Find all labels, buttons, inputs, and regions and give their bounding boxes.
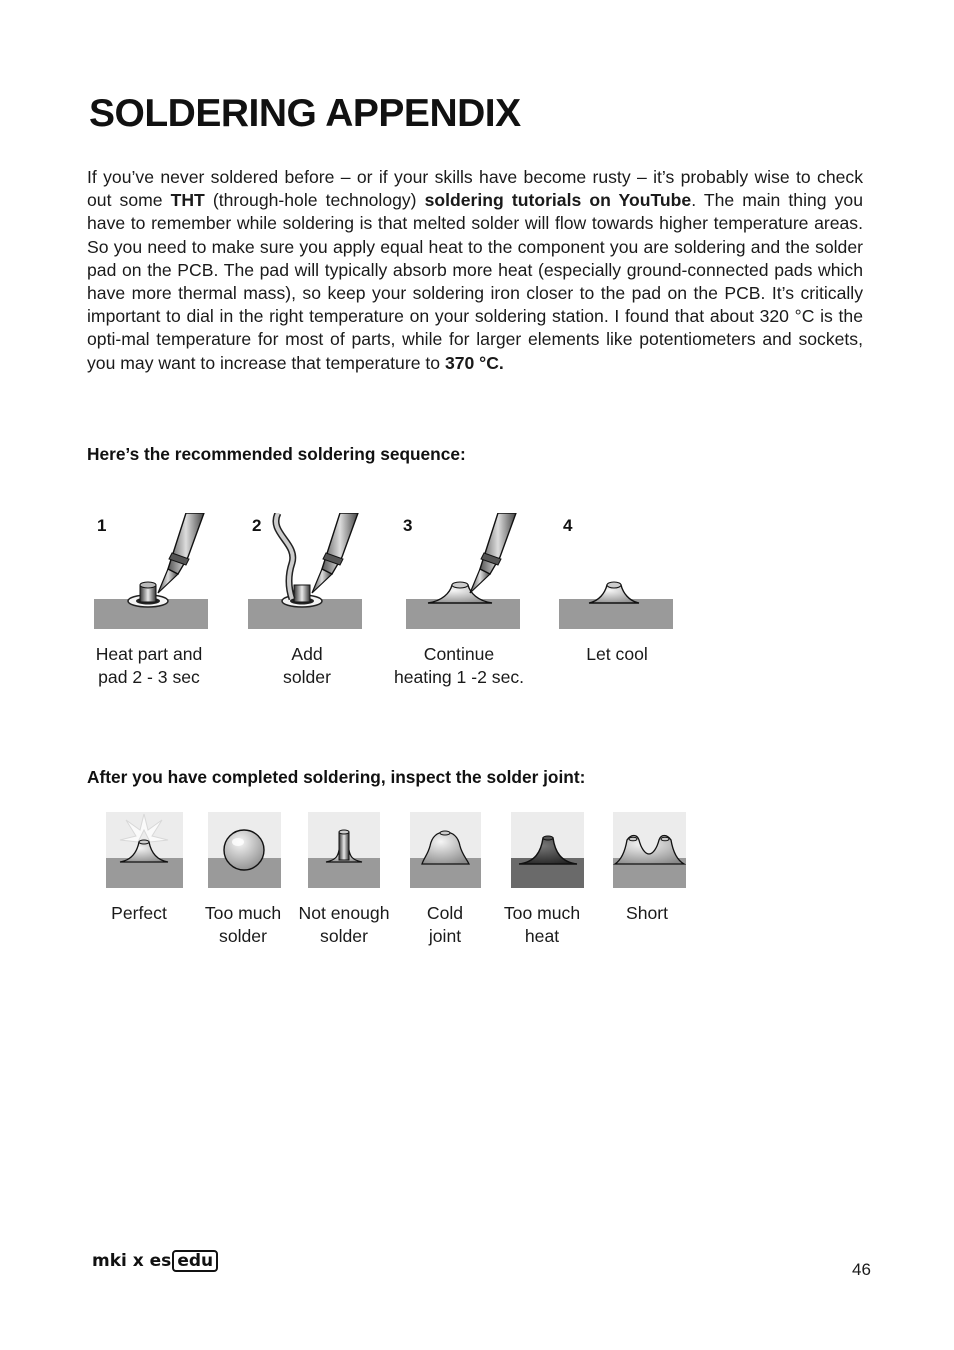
intro-text-2: (through-hole technology) [204,190,425,211]
not-enough-solder-illustration [308,812,380,888]
page-number: 46 [852,1260,871,1279]
cold-joint-illustration [410,812,481,888]
step-3-illustration [406,513,520,629]
intro-text-1: If you’ve never soldered before – or if your skills have become rusty – it’s probably wise to check out some [87,167,863,211]
step-2-illustration [248,513,362,629]
intro-text-3: . The main thing you have to remember while soldering is that melted solder will flow towards higher temperature areas. So you need to make sure you apply equal heat to the component you are soldering and the solder pad on the PCB. The pad will typically absorb more heat (especially ground-connected pads which have more thermal mass), so keep your soldering iron closer to the pad on the PCB. It’s critically important to dial in the right temperature on your soldering station. I found that about 320 °C is the opti-mal temperature for most of parts, while for larger elements like potentiometers and sockets, you may want to increase that temperature to [87,190,863,373]
joint-caption-cold-joint-line-1: Cold [426,903,464,923]
footer-logo-box: edu [172,1250,218,1272]
sequence-heading: Here’s the recommended soldering sequence: [87,444,466,464]
joint-caption-too-much-heat-line-1: Too much [503,903,581,923]
footer-logo-text: mki x es [92,1251,172,1271]
joint-caption-perfect-line-1: Perfect [111,903,167,923]
step-1-caption [79,643,219,689]
step-3-caption-line-2: heating 1 -2 sec. [393,667,525,687]
step-4-caption [557,643,677,666]
joint-caption-perfect [94,902,184,925]
too-much-heat-illustration [511,812,584,888]
too-much-solder-illustration [208,812,281,888]
joint-caption-short-line-1: Short [625,903,669,923]
intro-paragraph [87,166,863,375]
short-joint-illustration [613,812,686,888]
step-3-number: 3 [403,516,413,535]
step-2-caption [247,643,367,689]
intro-bold-tht: THT [170,190,205,211]
joint-caption-too-much-solder [193,902,293,948]
joint-caption-cold-joint-line-2: joint [428,926,462,946]
step-1-caption-line-1: Heat part and [95,644,203,664]
inspect-heading: After you have completed soldering, inspect the solder joint: [87,767,586,787]
page-title: SOLDERING APPENDIX [89,92,521,135]
step-4-illustration [559,513,673,629]
step-4-number: 4 [563,516,573,535]
perfect-joint-illustration [106,812,183,888]
intro-bold-temperature: 370 °C. [444,352,504,373]
footer-logo [92,1250,218,1272]
joint-caption-too-much-solder-line-2: solder [219,926,267,946]
step-4-caption-line-1: Let cool [586,644,648,664]
joint-caption-not-enough-solder-line-1: Not enough [298,903,390,923]
intro-bold-tutorials: soldering tutorials on YouTube [424,190,692,211]
joint-caption-cold-joint [405,902,485,948]
step-3-caption-line-1: Continue [423,644,495,664]
step-1-caption-line-2: pad 2 - 3 sec [98,667,200,687]
step-2-caption-line-2: solder [283,667,331,687]
joint-caption-too-much-solder-line-1: Too much [204,903,282,923]
joint-caption-not-enough-solder-line-2: solder [320,926,368,946]
step-1-illustration [94,513,208,629]
joint-caption-too-much-heat [492,902,592,948]
step-2-caption-line-1: Add [291,644,323,664]
joint-caption-too-much-heat-line-2: heat [524,926,560,946]
joint-caption-not-enough-solder [289,902,399,948]
step-3-caption [379,643,539,689]
step-2-number: 2 [252,516,262,535]
step-1-number: 1 [97,516,107,535]
joint-caption-short [607,902,687,925]
